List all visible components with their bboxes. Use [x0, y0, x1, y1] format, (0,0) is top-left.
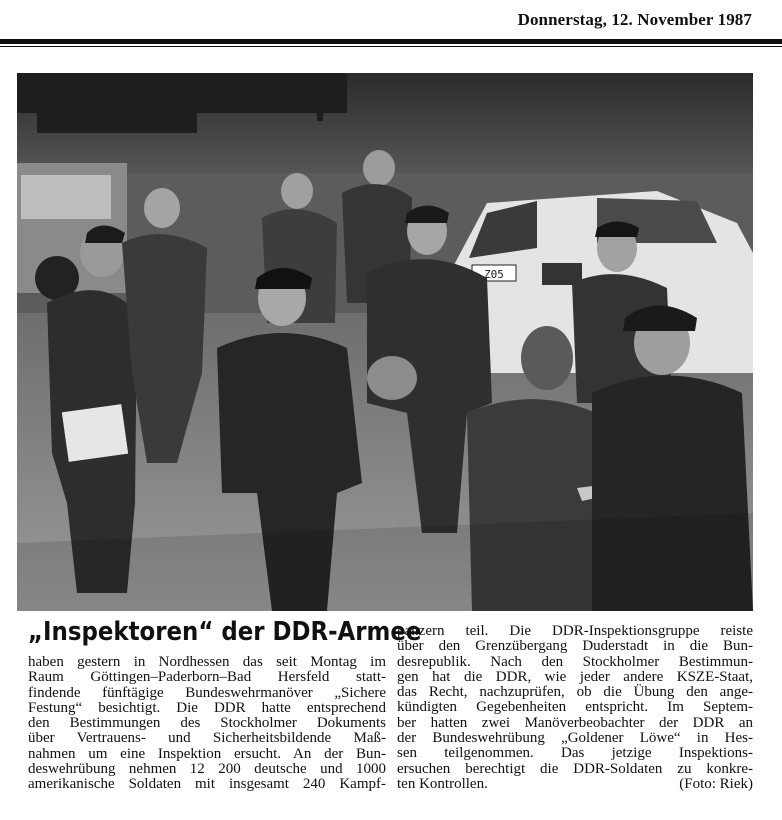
article-column-left: [28, 655, 386, 793]
photo-credit: (Foto: Riek): [679, 775, 753, 792]
article-line: gen hat die DDR, wie jeder andere KSZE-Staat,: [397, 668, 753, 685]
article-line: kündigten Gegebenheiten entspricht. Im Septem-: [397, 699, 753, 716]
header-rule-thin: [0, 46, 782, 47]
article-last-line: [397, 777, 753, 792]
article-line: der Bundeswehrübung „Goldener Löwe“ in Hes-: [397, 730, 753, 747]
article-line: findende fünftägige Bundeswehrmanöver „Sichere: [28, 684, 386, 701]
header-rule: [0, 39, 782, 44]
article-line: den Bestimmungen des Stockholmer Dokuments: [28, 715, 386, 732]
article-line: über den Grenzübergang Duderstadt in die Bun-: [397, 638, 753, 655]
article-line: Festung“ besichtigt. Die DDR hatte entsprechend: [28, 699, 386, 716]
right-car-plate: Z05: [484, 268, 504, 281]
article-column-right: [397, 624, 753, 792]
article-line: ersuchen berechtigt die DDR-Soldaten zu konkre-: [397, 760, 753, 777]
news-photo: [17, 73, 753, 611]
article-line: desrepublik. Nach den Stockholmer Bestimmun-: [397, 653, 753, 670]
article-line: über Vertrauens- und Sicherheitsbildende Maß-: [28, 730, 386, 747]
article-line: deswehrübung nehmen 12 200 deutsche und 1000: [28, 761, 386, 778]
article-line: panzern teil. Die DDR-Inspektionsgruppe reiste: [397, 623, 753, 639]
article-last-text: ten Kontrollen.: [397, 775, 488, 792]
page-date: Donnerstag, 12. November 1987: [517, 10, 752, 29]
article-line: das Recht, nachzuprüfen, ob die Übung den ange-: [397, 684, 753, 701]
article-line: nahmen um eine Inspektion ersucht. An der Bun-: [28, 745, 386, 762]
article-line: haben gestern in Nordhessen das seit Montag im: [28, 654, 386, 670]
article-line: sen teilgenommen. Das jetzige Inspektions-: [397, 745, 753, 762]
article-line: amerikanische Soldaten mit insgesamt 240 Kampf-: [28, 776, 386, 793]
article-line: ber hatten zwei Manöverbeobachter der DDR an: [397, 714, 753, 731]
headline: „Inspektoren“ der DDR-Armee: [28, 617, 422, 647]
article-line: Raum Göttingen–Paderborn–Bad Hersfeld statt-: [28, 669, 386, 686]
